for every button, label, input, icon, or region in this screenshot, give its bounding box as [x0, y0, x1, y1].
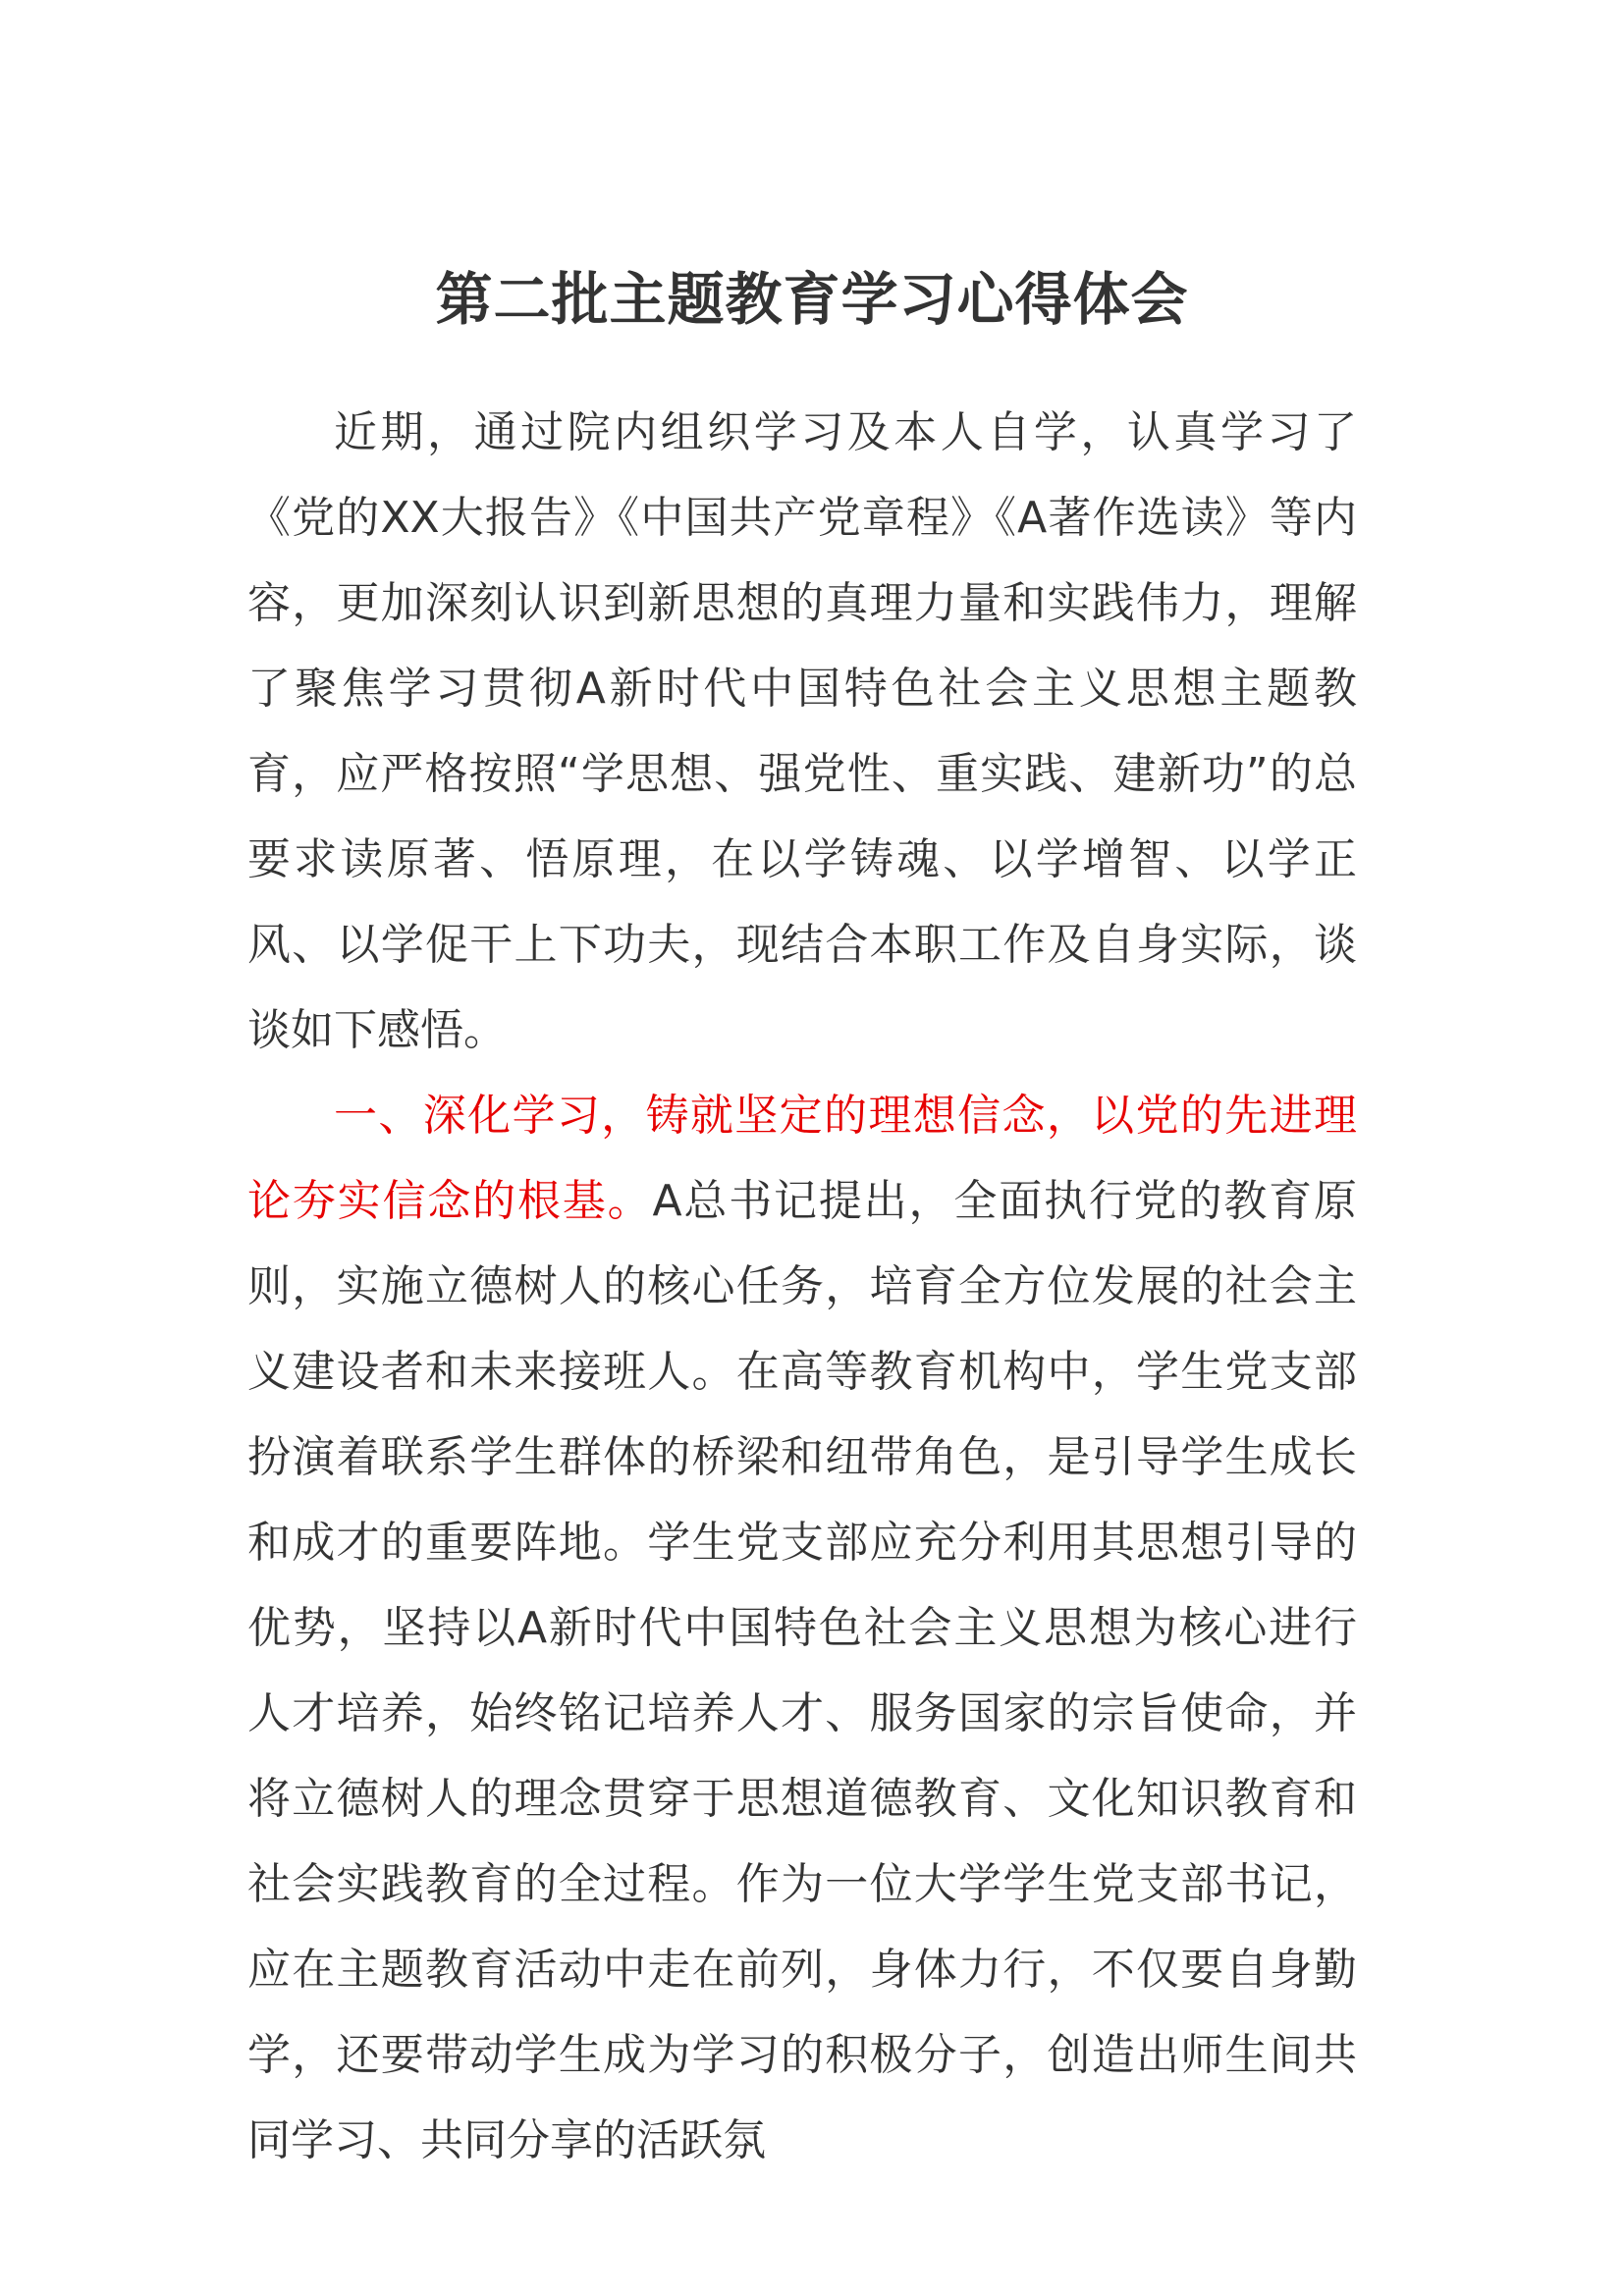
- document-title: 第二批主题教育学习心得体会: [435, 266, 1189, 333]
- document-body: [247, 390, 1357, 2183]
- intro-paragraph: 近期，通过院内组织学习及本人自学，认真学习了《党的XX大报告》《中国共产党章程》《A著作选读》等内容，更加深刻认识到新思想的真理力量和实践伟力，理解了聚焦学习贯彻A新时代中国特色社会主义思想主题教育，应严格按照“学思想、强党性、重实践、建新功”的总要求读原著、悟原理，在以学铸魂、以学增智、以学正风、以学促干上下功夫，现结合本职工作及自身实际，谈谈如下感悟。: [247, 407, 1357, 1055]
- section-1-paragraph: [247, 1073, 1357, 2183]
- section-1-body: A总书记提出，全面执行党的教育原则，实施立德树人的核心任务，培育全方位发展的社会主义建设者和未来接班人。在高等教育机构中，学生党支部扮演着联系学生群体的桥梁和纽带角色，是引导学生成长和成才的重要阵地。学生党支部应充分利用其思想引导的优势，坚持以A新时代中国特色社会主义思想为核心进行人才培养，始终铭记培养人才、服务国家的宗旨使命，并将立德树人的理念贯穿于思想道德教育、文化知识教育和社会实践教育的全过程。作为一位大学学生党支部书记，应在主题教育活动中走在前列，身体力行，不仅要自身勤学，还要带动学生成为学习的积极分子，创造出师生间共同学习、共同分享的活跃氛: [247, 1176, 1357, 2165]
- section-1-heading: 一、深化学习，铸就坚定的理想信念，以党的先进理论夯实信念的根基。: [247, 1091, 1357, 1226]
